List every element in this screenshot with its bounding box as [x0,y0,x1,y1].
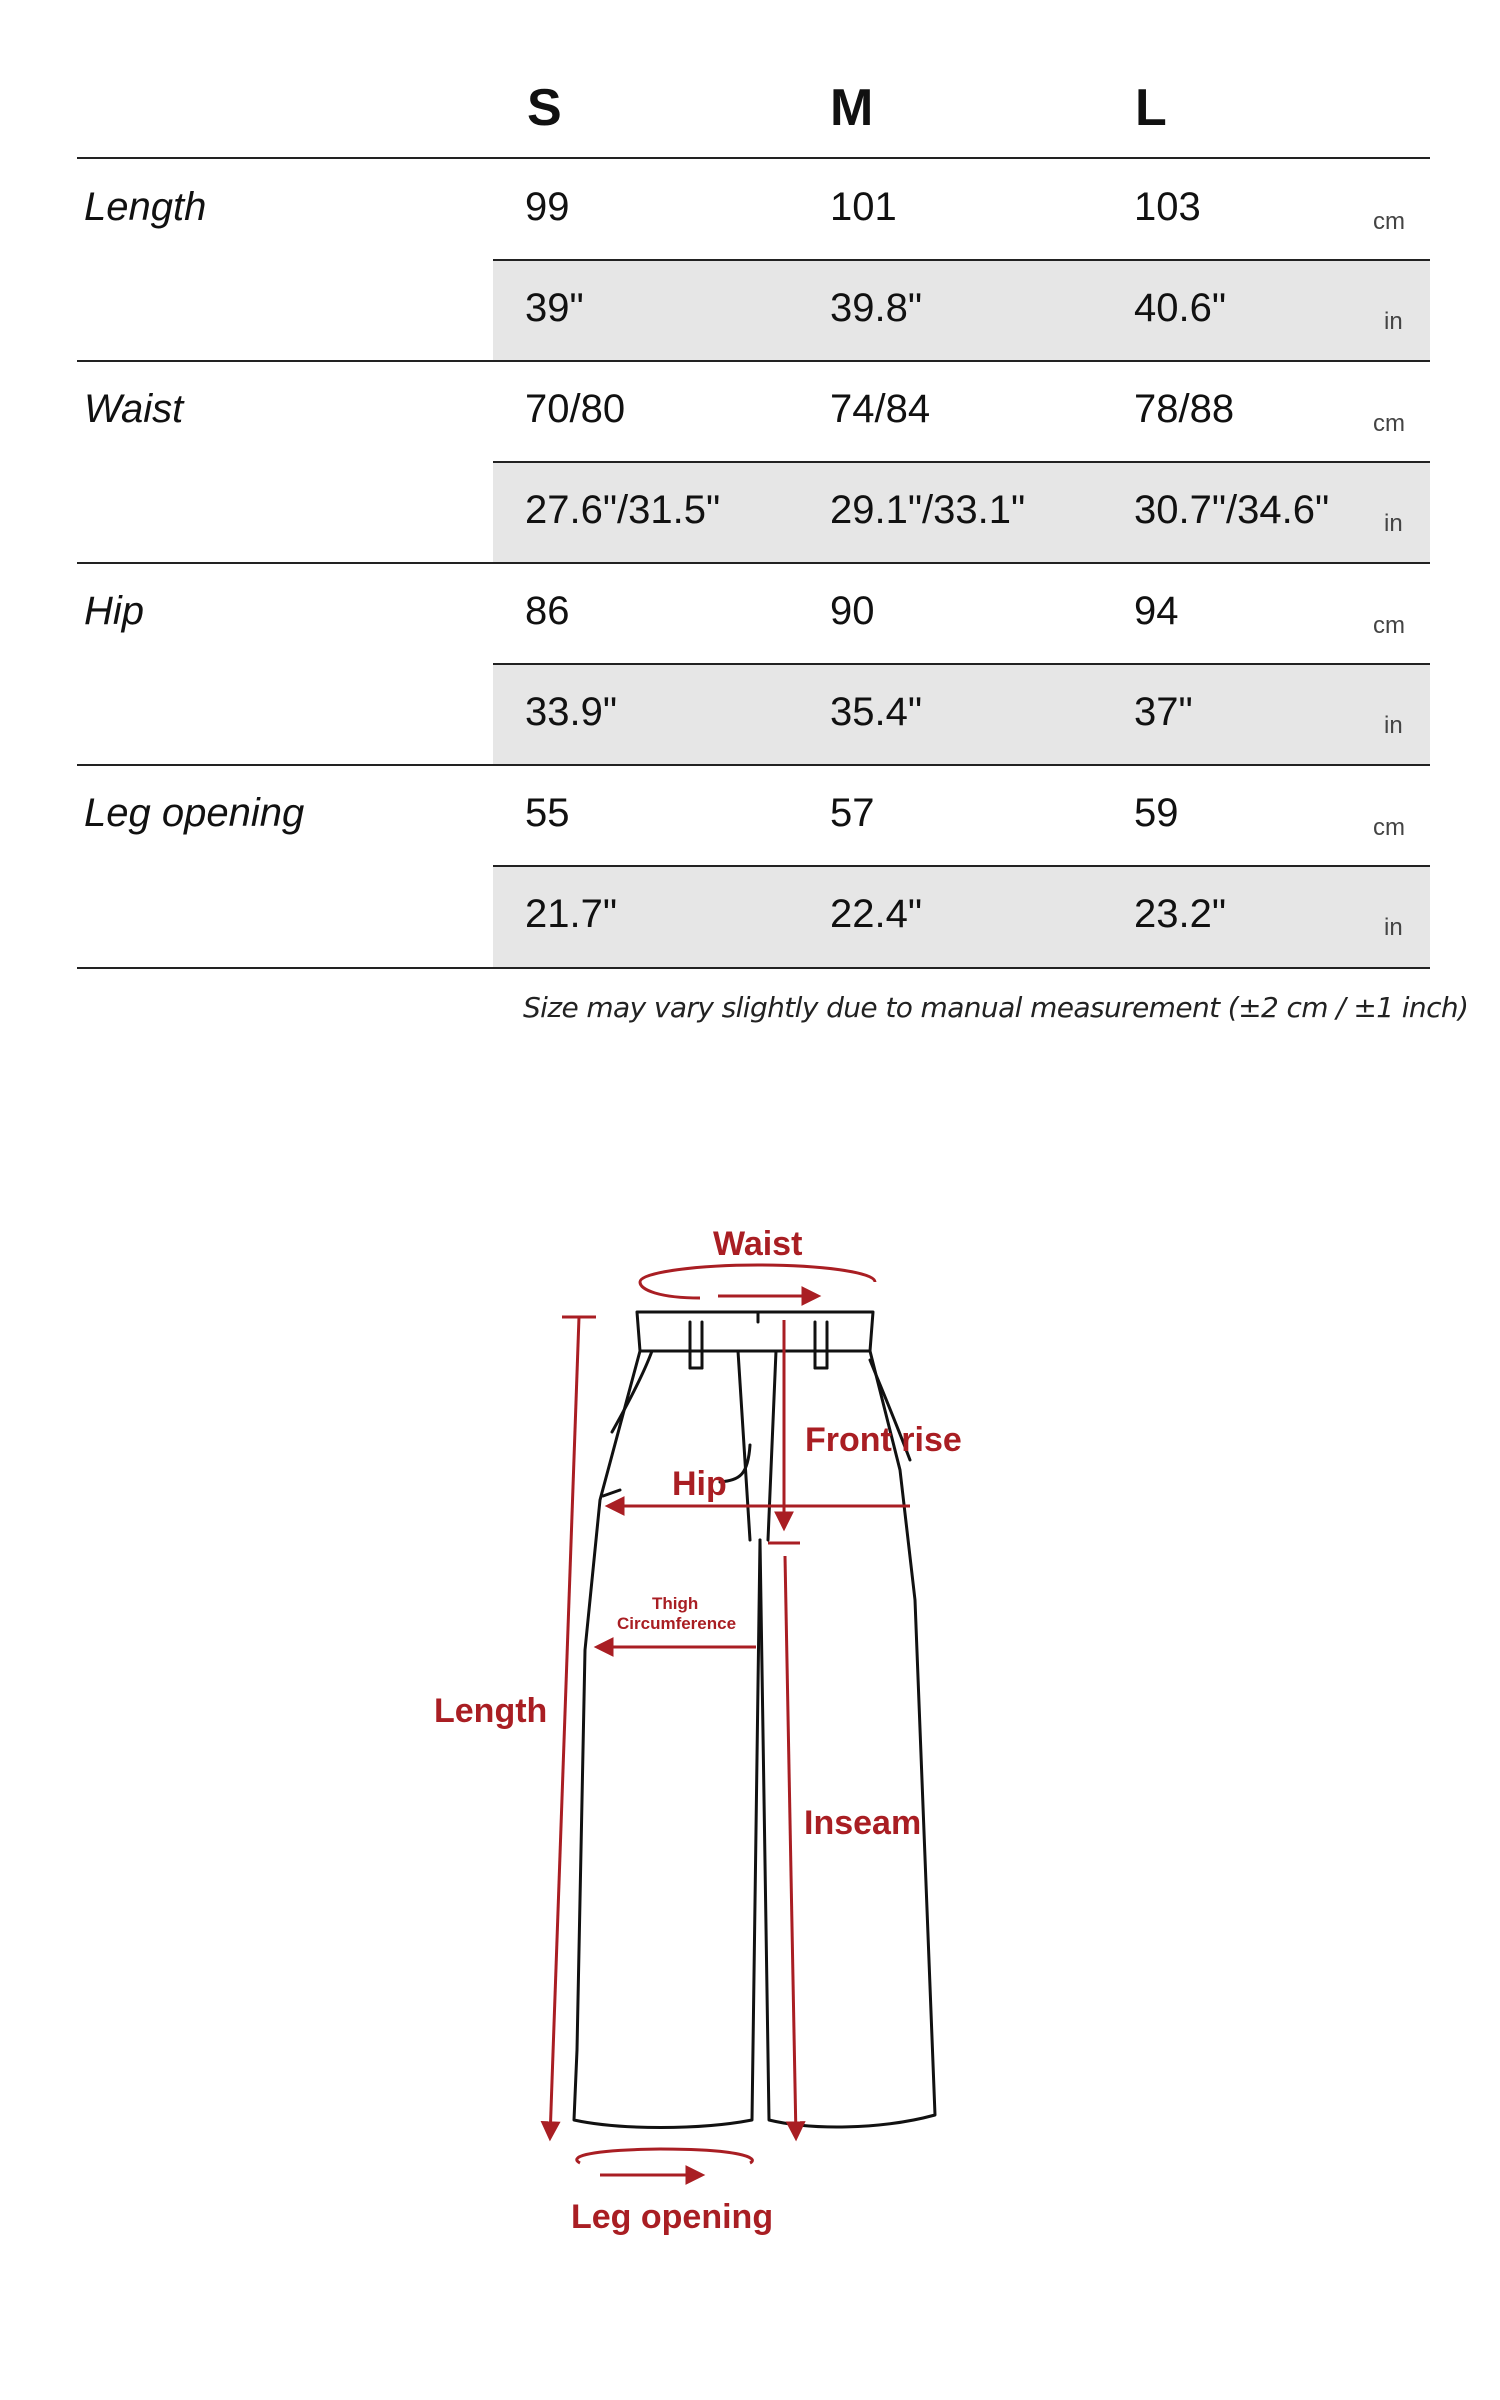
label-waist: Waist [713,1225,803,1263]
length-s-in: 39" [525,286,584,330]
inseam-arrow [785,1556,796,2138]
size-header-s: S [527,79,562,137]
leg-opening-s-cm: 55 [525,791,570,835]
leg-opening-loop [577,2149,753,2163]
row-label-length: Length [84,185,207,229]
hip-l-cm: 94 [1134,589,1179,633]
waist-loop [640,1265,875,1298]
leg-opening-l-in: 23.2" [1134,892,1227,936]
length-l-cm: 103 [1134,185,1201,229]
leg-opening-l-cm: 59 [1134,791,1179,835]
label-length: Length [434,1692,548,1730]
label-thigh-line2: Circumference [617,1614,737,1633]
size-header-l: L [1135,79,1167,137]
unit-in: in [1384,712,1403,739]
row-label-leg-opening: Leg opening [84,791,305,835]
label-hip: Hip [672,1465,727,1503]
measurement-note: Size may vary slightly due to manual measurement (±2 cm / ±1 inch) [523,991,1469,1024]
waist-s-in: 27.6"/31.5" [525,488,721,532]
waist-s-cm: 70/80 [525,387,626,431]
unit-in: in [1384,308,1403,335]
label-inseam: Inseam [804,1804,922,1842]
waist-m-in: 29.1"/33.1" [830,488,1026,532]
hip-l-in: 37" [1134,690,1193,734]
unit-cm: cm [1373,410,1405,437]
hip-m-cm: 90 [830,589,875,633]
leg-opening-m-in: 22.4" [830,892,923,936]
hip-m-in: 35.4" [830,690,923,734]
waist-l-in: 30.7"/34.6" [1134,488,1330,532]
leg-opening-s-in: 21.7" [525,892,618,936]
label-leg-opening: Leg opening [571,2198,774,2236]
row-label-hip: Hip [84,589,145,633]
length-m-cm: 101 [830,185,897,229]
label-thigh-line1: Thigh [652,1594,699,1613]
unit-cm: cm [1373,208,1405,235]
unit-in: in [1384,510,1403,537]
waist-m-cm: 74/84 [830,387,931,431]
unit-cm: cm [1373,814,1405,841]
unit-cm: cm [1373,612,1405,639]
length-arrow [550,1317,579,2138]
hip-s-in: 33.9" [525,690,618,734]
length-m-in: 39.8" [830,286,923,330]
hip-s-cm: 86 [525,589,570,633]
measurement-guides [550,1265,910,2175]
waist-l-cm: 78/88 [1134,387,1235,431]
length-s-cm: 99 [525,185,570,229]
unit-in: in [1384,914,1403,941]
length-l-in: 40.6" [1134,286,1227,330]
row-label-waist: Waist [84,387,184,431]
label-front-rise: Front rise [805,1421,962,1459]
size-header-m: M [830,79,874,137]
leg-opening-m-cm: 57 [830,791,875,835]
